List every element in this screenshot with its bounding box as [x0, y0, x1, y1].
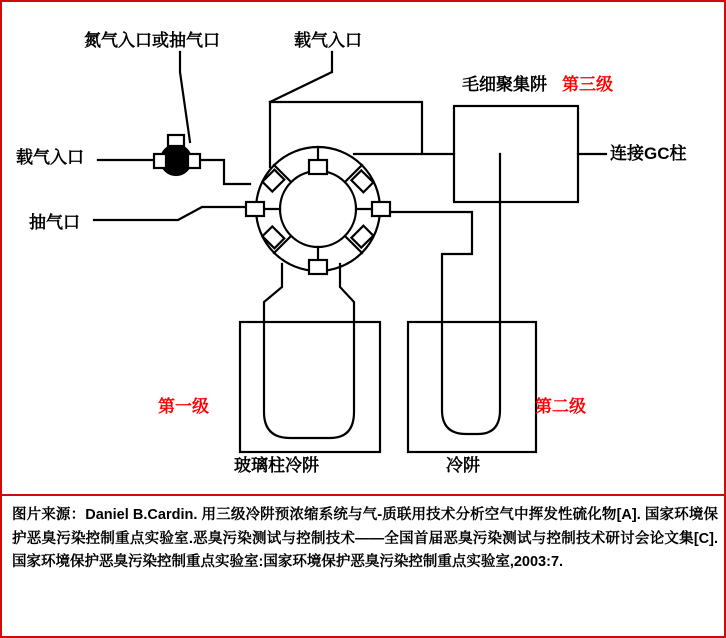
leader-nitrogen-inlet [180, 52, 190, 142]
caption-divider [2, 494, 724, 496]
valve-port-right [188, 154, 200, 168]
diagram-canvas [2, 2, 724, 492]
leader-carrier-gas-top [270, 52, 332, 102]
stage2-dewar [408, 322, 536, 452]
stage1-dewar [240, 322, 380, 452]
label-carrier-gas-inlet-left: 载气入口 [16, 148, 84, 167]
port-block-e [372, 202, 390, 216]
label-vent-port: 抽气口 [29, 213, 80, 232]
label-stage-two: 第二级 [535, 397, 586, 416]
label-carrier-gas-inlet-top: 载气入口 [294, 31, 362, 50]
port-block-n [309, 160, 327, 174]
label-glass-column-cold-trap: 玻璃柱冷阱 [234, 456, 319, 475]
capillary-trap-box [454, 106, 578, 202]
port-block-w [246, 202, 264, 216]
three-way-valve [154, 135, 200, 175]
stage2-u-tube [442, 322, 500, 434]
figure-caption: 图片来源：Daniel B.Cardin. 用三级冷阱预浓缩系统与气-质联用技术分析空气中挥发性硫化物[A]. 国家环境保护恶臭污染控制重点实验室.恶臭污染测试与控制技术——全国首届恶臭污染测试与控制技术研讨会论文集[C].国家环境保护恶臭污染控制重点实验室:国家环境保护恶臭污染控制重点实验室,2003:7. [12, 507, 718, 571]
label-cold-trap: 冷阱 [446, 456, 480, 475]
line-rotor-to-stage1-left [264, 264, 282, 322]
label-capillary-trap: 毛细聚集阱 [462, 75, 547, 94]
line-rotor-to-stage2 [384, 212, 472, 322]
label-stage-three: 第三级 [562, 75, 613, 94]
plumbing-lines [94, 52, 606, 452]
line-vent-port [94, 207, 250, 220]
valve-port-left [154, 154, 166, 168]
stage1-u-tube [264, 322, 354, 438]
line-rotor-to-stage1-right [340, 264, 354, 322]
three-stage-cold-trap-schematic [2, 2, 724, 492]
top-loop-right [270, 102, 422, 152]
label-stage-one: 第一级 [158, 397, 209, 416]
label-connect-gc-column: 连接GC柱 [610, 144, 687, 163]
label-nitrogen-inlet: 氮气入口或抽气口 [84, 31, 220, 50]
port-block-s [309, 260, 327, 274]
valve-port-top [168, 135, 184, 146]
